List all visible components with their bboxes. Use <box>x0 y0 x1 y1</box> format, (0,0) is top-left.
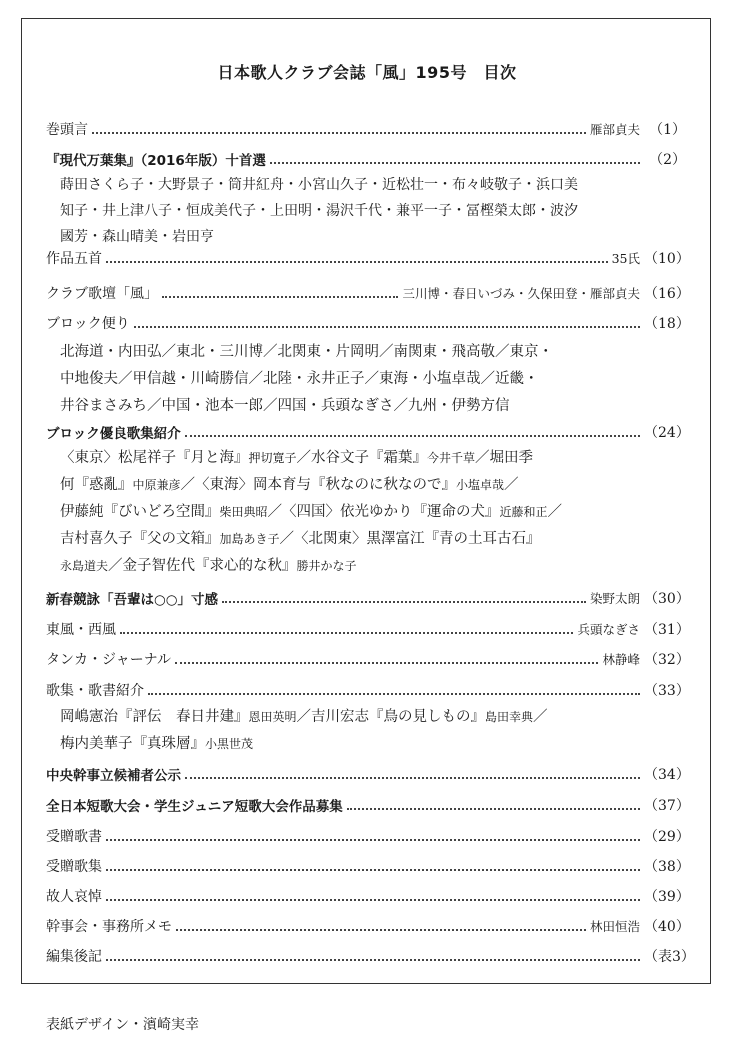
reviewer-name: 小塩卓哉 <box>456 478 505 492</box>
toc-entry-tanka-journal[interactable] <box>46 648 690 670</box>
toc-entry-foreword[interactable] <box>46 118 686 140</box>
book-entry: 〈東京〉松尾祥子『月と海』 <box>60 450 249 466</box>
entry-title: 作品五首 <box>46 251 102 267</box>
toc-entry-received-books[interactable] <box>46 825 690 847</box>
entry-author: 林田恒浩 <box>589 919 640 934</box>
reviewer-name: 近藤和正 <box>499 505 548 519</box>
dot-leader <box>185 777 640 779</box>
book-entry: 何『惑亂』 <box>60 477 133 493</box>
reviewer-name: 島田幸典 <box>485 710 534 724</box>
entry-title: 東風・西風 <box>46 622 116 638</box>
entry-title: 『現代万葉集』（2016年版）十首選 <box>46 153 266 169</box>
dot-leader <box>106 869 640 871</box>
manyoshu-author-list <box>60 172 670 250</box>
reviewer-name: 押切寛子 <box>248 451 297 465</box>
toc-entry-office-memo[interactable] <box>46 915 690 937</box>
book-line <box>60 553 670 580</box>
toc-entry-editorial[interactable] <box>46 945 695 967</box>
dot-leader <box>222 601 586 603</box>
entry-page: （30） <box>644 591 690 607</box>
toc-entry-five-poems[interactable] <box>46 247 690 269</box>
reviewer-name: 永島道夫 <box>60 559 109 573</box>
book-line <box>60 445 670 472</box>
entry-author: 林静峰 <box>602 652 640 667</box>
page-title: 日本歌人クラブ会誌「風」195号 目次 <box>217 63 517 82</box>
entry-page: （24） <box>644 425 690 441</box>
toc-entry-received-collections[interactable] <box>46 855 690 877</box>
block-news-list <box>60 339 670 420</box>
entry-author: 雁部貞夫 <box>589 122 640 137</box>
entry-title: 全日本短歌大会・学生ジュニア短歌大会作品募集 <box>46 799 343 815</box>
book-entry: ／〈東海〉岡本育与『秋なのに秋なので』 <box>180 477 457 493</box>
dot-leader <box>347 808 640 810</box>
dot-leader <box>106 261 608 263</box>
entry-title: クラブ歌壇「風」 <box>46 286 158 302</box>
book-entry: ／ <box>504 477 519 493</box>
entry-author: 兵頭なぎさ <box>577 622 640 637</box>
entry-page: （31） <box>644 622 690 638</box>
entry-title: 新春競詠「吾輩は○○」寸感 <box>46 592 219 608</box>
dot-leader <box>106 959 640 961</box>
entry-page: （38） <box>644 859 690 875</box>
book-entry: ／〈北関東〉黒澤富江『青の土耳古石』 <box>279 531 541 547</box>
dot-leader <box>175 662 598 664</box>
dot-leader <box>270 162 640 164</box>
entry-title: ブロック優良歌集紹介 <box>46 426 181 442</box>
book-entry: 吉村喜久子『父の文箱』 <box>60 531 220 547</box>
dot-leader <box>106 899 640 901</box>
entry-page: （16） <box>644 286 690 302</box>
dot-leader <box>162 296 398 298</box>
reviewer-name: 勝井かな子 <box>296 559 357 573</box>
entry-title: 編集後記 <box>46 949 102 965</box>
book-line <box>60 472 670 499</box>
dot-leader <box>176 929 586 931</box>
entry-title: ブロック便り <box>46 316 130 332</box>
author-line: 知子・井上津八子・恒成美代子・上田明・湯沢千代・兼平一子・冨樫榮太郎・波汐 <box>60 203 578 219</box>
entry-page: （2） <box>649 152 686 168</box>
dot-leader <box>92 132 586 134</box>
book-entry: ／〈四国〉依光ゆかり『運命の犬』 <box>267 504 500 520</box>
entry-page: （33） <box>644 683 690 699</box>
block-news-line: 中地俊夫／甲信越・川崎勝信／北陸・永井正子／東海・小塩卓哉／近畿・ <box>60 371 539 387</box>
book-entry: 岡嶋憲治『評伝 春日井建』 <box>60 709 249 725</box>
toc-entry-manyoshu[interactable] <box>46 148 686 170</box>
entry-title: 幹事会・事務所メモ <box>46 919 172 935</box>
entry-page: （39） <box>644 889 690 905</box>
entry-title: タンカ・ジャーナル <box>46 652 172 668</box>
author-line: 蒔田さくら子・大野景子・筒井紅舟・小宮山久子・近松壮一・布々岐敬子・浜口美 <box>60 177 578 193</box>
dot-leader <box>148 693 640 695</box>
book-entry: ／金子智佐代『求心的な秋』 <box>108 558 297 574</box>
book-reviews-list <box>60 704 670 758</box>
entry-page: （10） <box>644 251 690 267</box>
entry-author: 染野太朗 <box>589 591 640 606</box>
book-entry: ／吉川宏志『鳥の見しもの』 <box>296 709 486 725</box>
book-entry: ／水谷文子『霜葉』 <box>296 450 428 466</box>
entry-page: （1） <box>649 122 686 138</box>
book-entry: 梅内美華子『真珠層』 <box>60 736 205 752</box>
toc-entry-memorial[interactable] <box>46 885 690 907</box>
toc-entry-kochi-seifu[interactable] <box>46 618 690 640</box>
dot-leader <box>185 435 640 437</box>
dot-leader <box>106 839 640 841</box>
entry-page: （29） <box>644 829 690 845</box>
block-news-line: 北海道・内田弘／東北・三川博／北関東・片岡明／南関東・飛高敬／東京・ <box>60 344 553 360</box>
review-line <box>60 704 670 731</box>
entry-title: 中央幹事立候補者公示 <box>46 768 181 784</box>
entry-title: 受贈歌書 <box>46 829 102 845</box>
reviewer-name: 加島あき子 <box>219 532 280 546</box>
toc-entry-block-books[interactable] <box>46 421 690 443</box>
book-entry: ／ <box>547 504 563 520</box>
toc-entry-book-reviews[interactable] <box>46 679 690 701</box>
reviewer-name: 今井千草 <box>427 451 476 465</box>
entry-page: （37） <box>644 798 690 814</box>
book-entry: ／ <box>533 709 548 725</box>
toc-entry-tanka-contest[interactable] <box>46 794 690 816</box>
toc-entry-club-kadan[interactable] <box>46 282 690 304</box>
book-entry: 伊藤純『びいどろ空間』 <box>60 504 220 520</box>
author-line: 國芳・森山晴美・岩田亨 <box>60 229 214 245</box>
reviewer-name: 中原兼彦 <box>132 478 181 492</box>
reviewer-name: 柴田典昭 <box>219 505 268 519</box>
entry-title: 受贈歌集 <box>46 859 102 875</box>
toc-entry-new-year[interactable] <box>46 587 690 609</box>
entry-page: （32） <box>644 652 690 668</box>
reviewer-name: 小黒世茂 <box>205 737 254 751</box>
book-line <box>60 526 670 553</box>
dot-leader <box>134 326 640 328</box>
book-entry: ／堀田季 <box>475 450 534 466</box>
entry-page: （34） <box>644 767 690 783</box>
entry-author: 35氏 <box>611 251 640 266</box>
toc-entry-candidates[interactable] <box>46 763 690 785</box>
toc-entry-block-news[interactable] <box>46 312 690 334</box>
review-line <box>60 731 670 758</box>
entry-author: 三川博・春日いづみ・久保田登・雁部貞夫 <box>402 286 640 301</box>
block-books-list <box>60 445 670 580</box>
reviewer-name: 恩田英明 <box>248 710 297 724</box>
dot-leader <box>120 632 573 634</box>
book-line <box>60 499 670 526</box>
entry-title: 巻頭言 <box>46 122 88 138</box>
entry-page: （表3） <box>644 949 695 965</box>
block-news-line: 井谷まさみち／中国・池本一郎／四国・兵頭なぎさ／九州・伊勢方信 <box>60 398 510 414</box>
entry-title: 故人哀悼 <box>46 889 102 905</box>
entry-title: 歌集・歌書紹介 <box>46 683 144 699</box>
cover-design-credit: 表紙デザイン・濱崎実幸 <box>46 1017 200 1033</box>
entry-page: （18） <box>644 316 690 332</box>
entry-page: （40） <box>644 919 690 935</box>
